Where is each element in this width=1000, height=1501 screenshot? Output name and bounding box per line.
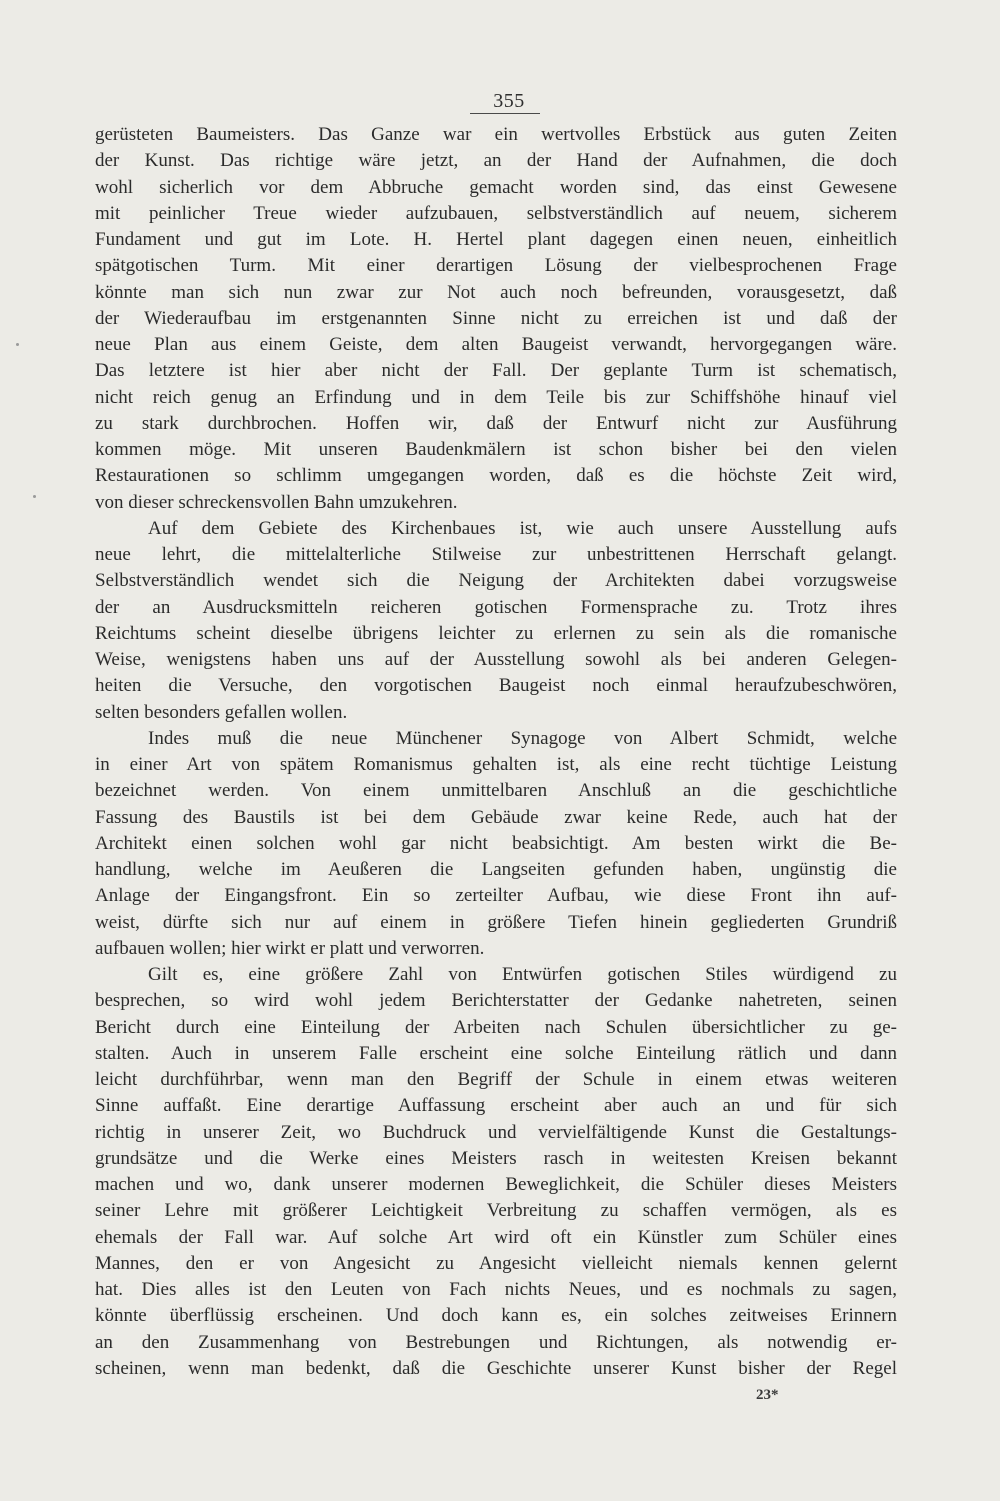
text-line: Mannes, den er von Angesicht zu Angesicht vielleicht niemals kennen gelernt <box>95 1252 897 1274</box>
text-line: Weise, wenigstens haben uns auf der Ausstellung sowohl als bei anderen Gelegen- <box>95 649 897 670</box>
text-line: ehemals der Fall war. Auf solche Art wird oft ein Künstler zum Schüler eines <box>95 1226 897 1248</box>
text-line: seiner Lehre mit größerer Leichtigkeit Verbreitung zu schaffen vermögen, als es <box>95 1200 897 1222</box>
text-line: könnte man sich nun zwar zur Not auch noch befreunden, vorausgesetzt, daß <box>95 281 897 303</box>
text-line: wohl sicherlich vor dem Abbruche gemacht worden sind, das einst Gewesene <box>95 176 897 198</box>
text-line: kommen möge. Mit unseren Baudenkmälern ist schon bisher bei den vielen <box>95 439 897 460</box>
text-line: mit peinlicher Treue wieder aufzubauen, selbstverständlich auf neuem, sicherem <box>95 202 897 224</box>
text-line: der Kunst. Das richtige wäre jetzt, an der Hand der Aufnahmen, die doch <box>95 150 897 172</box>
text-line: Fassung des Baustils ist bei dem Gebäude zwar keine Rede, auch hat der <box>95 806 897 828</box>
paragraph-start-line: Indes muß die neue Münchener Synagoge von Albert Schmidt, welche <box>148 727 897 749</box>
page-number: 355 <box>493 90 525 112</box>
signature-mark: 23* <box>756 1387 779 1403</box>
text-line: hat. Dies alles ist den Leuten von Fach nichts Neues, und es nochmals zu sagen, <box>95 1279 897 1300</box>
text-line: Restaurationen so schlimm umgegangen worden, daß es die höchste Zeit wird, <box>95 465 897 487</box>
text-line: neue Plan aus einem Geiste, dem alten Baugeist verwandt, hervorgegangen wäre. <box>95 334 897 355</box>
text-line: Bericht durch eine Einteilung der Arbeiten nach Schulen übersichtlicher zu ge- <box>95 1016 897 1038</box>
text-line: Architekt einen solchen wohl gar nicht beabsichtigt. Am besten wirkt die Be- <box>95 832 897 854</box>
text-line: leicht durchführbar, wenn man den Begriff der Schule in einem etwas weiteren <box>95 1069 897 1090</box>
text-line: an den Zusammenhang von Bestrebungen und Richtungen, als notwendig er- <box>95 1331 897 1353</box>
text-line: Anlage der Eingangsfront. Ein so zerteilter Aufbau, wie diese Front ihn auf- <box>95 885 897 907</box>
text-line: der Wiederaufbau im erstgenannten Sinne nicht zu erreichen ist und daß der <box>95 307 897 329</box>
text-line: scheinen, wenn man bedenkt, daß die Geschichte unserer Kunst bisher der Regel <box>95 1357 897 1379</box>
text-line: heiten die Versuche, den vorgotischen Baugeist noch einmal heraufzubeschwören, <box>95 675 897 697</box>
text-line: nicht reich genug an Erfindung und in dem Teile bis zur Schiffshöhe hinauf viel <box>95 386 897 408</box>
text-line: Fundament und gut im Lote. H. Hertel plant dagegen einen neuen, einheitlich <box>95 229 897 250</box>
text-line: richtig in unserer Zeit, wo Buchdruck und vervielfältigende Kunst die Gestaltungs- <box>95 1121 897 1143</box>
text-line: neue lehrt, die mittelalterliche Stilweise zur unbestrittenen Herrschaft gelangt. <box>95 544 897 565</box>
paragraph-end-line: aufbauen wollen; hier wirkt er platt und verworren. <box>95 937 485 959</box>
paper-speck <box>33 495 36 498</box>
paragraph-start-line: Auf dem Gebiete des Kirchenbaues ist, wie auch unsere Ausstellung aufs <box>148 517 897 539</box>
paper-speck <box>16 343 19 346</box>
text-line: weist, dürfte sich nur auf einem in größere Tiefen hinein gegliederten Grundriß <box>95 911 897 933</box>
text-line: gerüsteten Baumeisters. Das Ganze war ein wertvolles Erbstück aus guten Zeiten <box>95 124 897 145</box>
text-line: besprechen, so wird wohl jedem Berichterstatter der Gedanke nahetreten, seinen <box>95 990 897 1012</box>
text-line: stalten. Auch in unserem Falle erscheint eine solche Einteilung rätlich und dann <box>95 1042 897 1064</box>
body-text <box>95 122 897 1382</box>
text-line: zu stark durchbrochen. Hoffen wir, daß der Entwurf nicht zur Ausführung <box>95 412 897 434</box>
paragraph-start-line: Gilt es, eine größere Zahl von Entwürfen gotischen Stiles würdigend zu <box>148 964 897 985</box>
text-line: könnte überflüssig erscheinen. Und doch kann es, ein solches zeitweises Erinnern <box>95 1305 897 1327</box>
text-line: Selbstverständlich wendet sich die Neigung der Architekten dabei vorzugsweise <box>95 570 897 592</box>
text-line: Reichtums scheint dieselbe übrigens leichter zu erlernen zu sein als die romanische <box>95 622 897 644</box>
text-line: machen und wo, dank unserer modernen Beweglichkeit, die Schüler dieses Meisters <box>95 1174 897 1195</box>
paragraph-end-line: selten besonders gefallen wollen. <box>95 701 348 723</box>
paragraph-end-line: von dieser schreckensvollen Bahn umzukehren. <box>95 491 458 513</box>
text-line: in einer Art von spätem Romanismus gehalten ist, als eine recht tüchtige Leistung <box>95 754 897 775</box>
text-line: spätgotischen Turm. Mit einer derartigen Lösung der vielbesprochenen Frage <box>95 255 897 277</box>
text-line: bezeichnet werden. Von einem unmittelbaren Anschluß an die geschichtliche <box>95 780 897 802</box>
text-line: Das letztere ist hier aber nicht der Fall. Der geplante Turm ist schematisch, <box>95 360 897 382</box>
text-line: Sinne auffaßt. Eine derartige Auffassung erscheint aber auch an und für sich <box>95 1095 897 1117</box>
text-line: der an Ausdrucksmitteln reicheren gotischen Formensprache zu. Trotz ihres <box>95 596 897 618</box>
page-number-rule <box>470 113 540 114</box>
text-line: handlung, welche im Aeußeren die Langseiten gefunden haben, ungünstig die <box>95 859 897 880</box>
text-line: grundsätze und die Werke eines Meisters rasch in weitesten Kreisen bekannt <box>95 1147 897 1169</box>
